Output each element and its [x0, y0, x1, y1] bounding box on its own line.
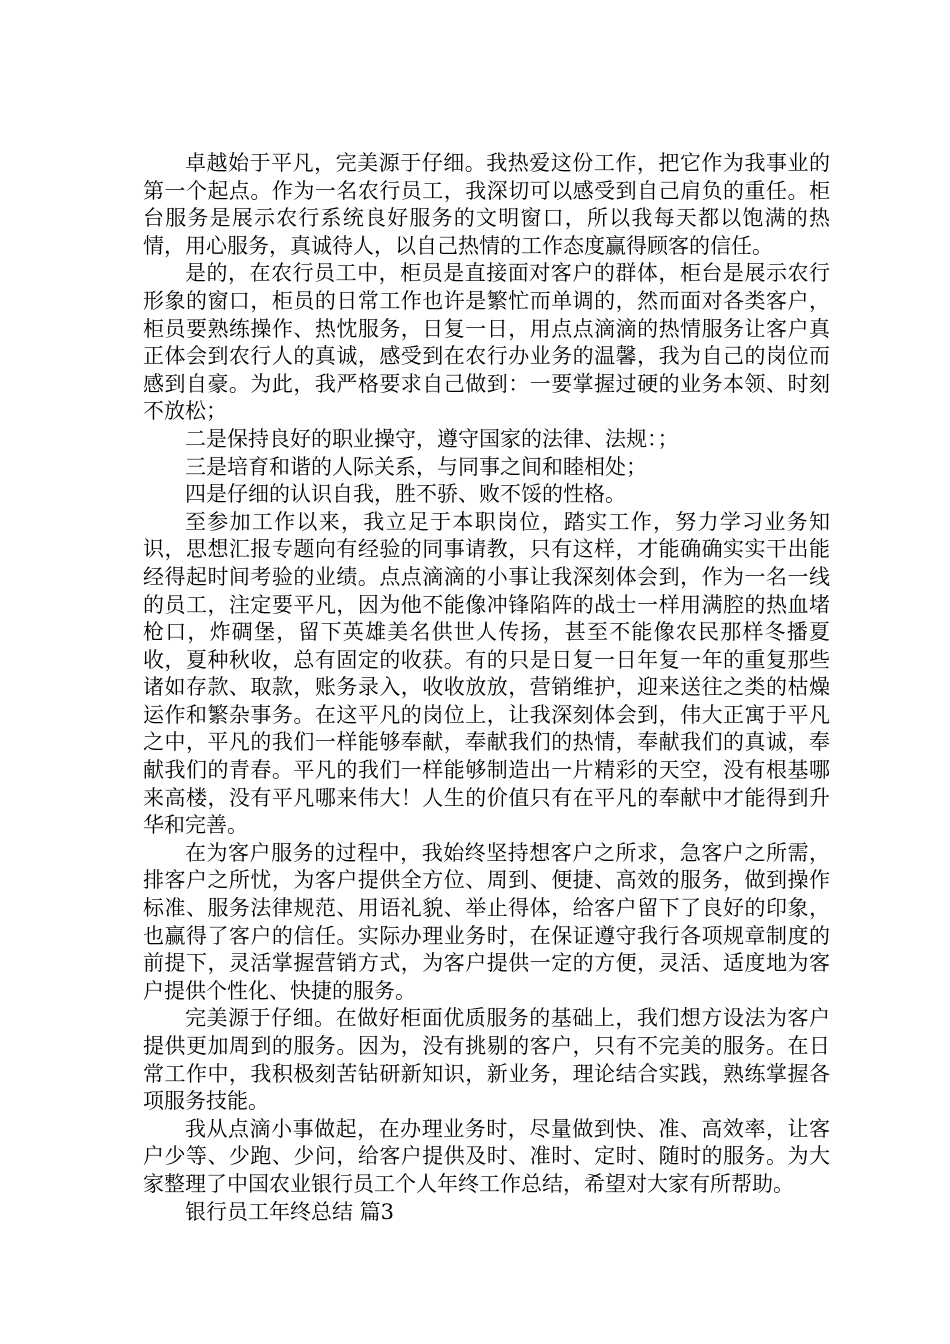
paragraph-4: 三是培育和谐的人际关系，与同事之间和睦相处； — [185, 454, 647, 479]
paragraph-6: 至参加工作以来，我立足于本职岗位，踏实工作，努力学习业务知识，思想汇报专题向有经验的同事请教，只有这样，才能确确实实干出能经得起时间考验的业绩。点点滴滴的小事让我深刻体会到，作为一名一线的员工，注定要平凡，因为他不能像冲锋陷阵的战士一样用满腔的热血堵枪口，炸碉堡，留下英雄美名供世人传扬，甚至不能像农民那样冬播夏收，夏种秋收，总有固定的收获。有的只是日复一日年复一年的重复那些诸如存款、取款，账务录入，收收放放，营销维护，迎来送往之类的枯燥运作和繁杂事务。在这平凡的岗位上，让我深刻体会到，伟大正寓于平凡之中，平凡的我们一样能够奉献，奉献我们的热情，奉献我们的真诚，奉献我们的青春。平凡的我们一样能够制造出一片精彩的天空，没有根基哪来高楼，没有平凡哪来伟大！人生的价值只有在平凡的奉献中才能得到升华和完善。 — [143, 509, 830, 838]
paragraph-7: 在为客户服务的过程中，我始终坚持想客户之所求，急客户之所需，排客户之所忧，为客户提供全方位、周到、便捷、高效的服务，做到操作标准、服务法律规范、用语礼貌、举止得体，给客户留下了良好的印象，也赢得了客户的信任。实际办理业务时，在保证遵守我行各项规章制度的前提下，灵活掌握营销方式，为客户提供一定的方便，灵活、适度地为客户提供个性化、快捷的服务。 — [143, 840, 830, 1003]
paragraph-5: 四是仔细的认识自我，胜不骄、败不馁的性格。 — [185, 482, 626, 507]
section-heading: 银行员工年终总结 篇3 — [185, 1199, 395, 1224]
paragraph-2: 是的，在农行员工中，柜员是直接面对客户的群体，柜台是展示农行形象的窗口，柜员的日常工作也许是繁忙而单调的，然而面对各类客户，柜员要熟练操作、热忱服务，日复一日，用点点滴滴的热情服务让客户真正体会到农行人的真诚，感受到在农行办业务的温馨，我为自己的岗位而感到自豪。为此，我严格要求自己做到：一要掌握过硬的业务本领、时刻不放松； — [143, 261, 830, 424]
paragraph-8: 完美源于仔细。在做好柜面优质服务的基础上，我们想方设法为客户提供更加周到的服务。因为，没有挑剔的客户，只有不完美的服务。在日常工作中，我积极刻苦钻研新知识，新业务，理论结合实践，熟练掌握各项服务技能。 — [143, 1006, 830, 1114]
paragraph-1: 卓越始于平凡，完美源于仔细。我热爱这份工作，把它作为我事业的第一个起点。作为一名农行员工，我深切可以感受到自己肩负的重任。柜台服务是展示农行系统良好服务的文明窗口，所以我每天都以饱满的热情，用心服务，真诚待人，以自己热情的工作态度赢得顾客的信任。 — [143, 151, 830, 258]
paragraph-9: 我从点滴小事做起，在办理业务时，尽量做到快、准、高效率，让客户少等、少跑、少问，给客户提供及时、准时、定时、随时的服务。为大家整理了中国农业银行员工个人年终工作总结，希望对大家有所帮助。 — [143, 1116, 830, 1196]
paragraph-3: 二是保持良好的职业操守，遵守国家的法律、法规：； — [185, 426, 679, 451]
document-body — [143, 150, 830, 1226]
